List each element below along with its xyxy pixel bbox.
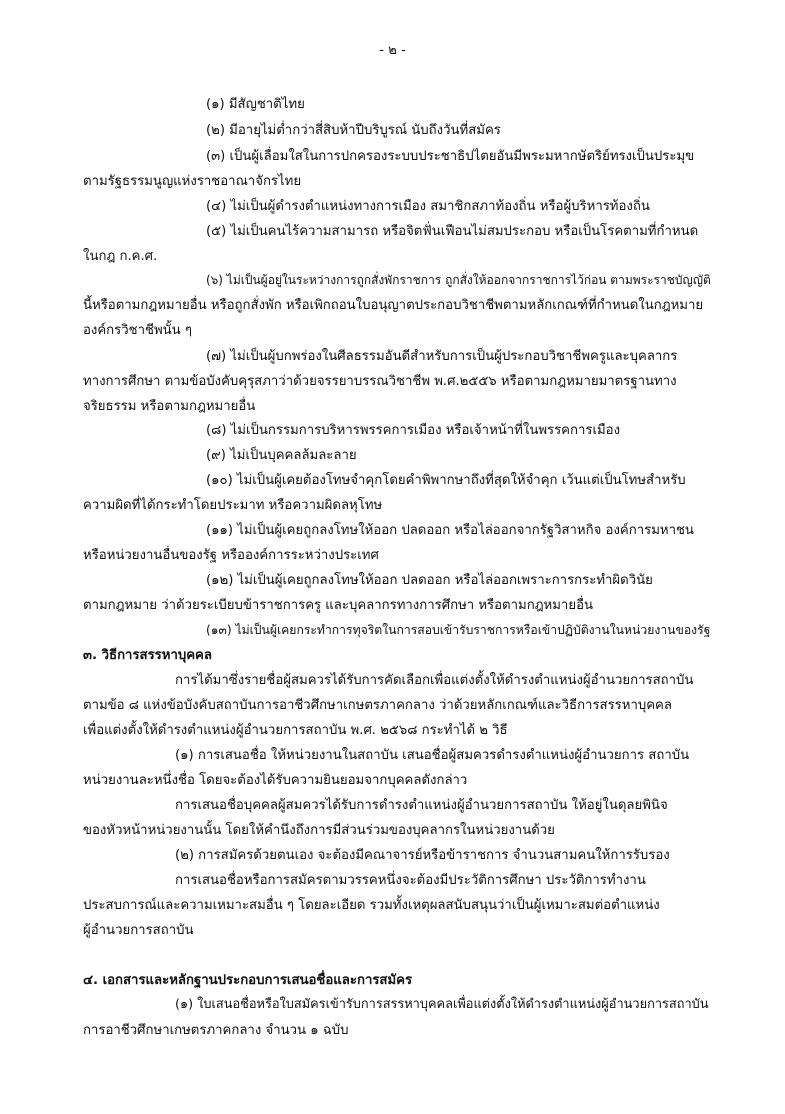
qualification-13: (๑๓) ไม่เป็นผู้เคยกระทำการทุจริตในการสอบเข้ารับราชการหรือเข้าปฏิบัติงานในหน่วยงานของรัฐ [206,623,711,637]
qualification-5-line-1: (๕) ไม่เป็นคนไร้ความสามารถ หรือจิตฟั่นเฟือนไม่สมประกอบ หรือเป็นโรคตามที่กำหนด [206,224,699,239]
qualification-11-line-2: หรือหน่วยงานอื่นของรัฐ หรือองค์การระหว่างประเทศ [83,548,379,563]
method-1-line-1: (๑) การเสนอชื่อ ให้หน่วยงานในสถาบัน เสนอชื่อผู้สมควรดำรงตำแหน่งผู้อำนวยการ สถาบัน [175,748,690,763]
qualification-6-line-3: องค์กรวิชาชีพนั้น ๆ [83,323,192,338]
method-1-note-line-1: การเสนอชื่อบุคคลผู้สมควรได้รับการดำรงตำแหน่งผู้อำนวยการสถาบัน ให้อยู่ในดุลยพินิจ [175,798,668,813]
section-3-paragraph-2-line-3: ผู้อำนวยการสถาบัน [83,923,194,938]
document-1-line-1: (๑) ใบเสนอชื่อหรือใบสมัครเข้ารับการสรรหาบุคคลเพื่อแต่งตั้งให้ดำรงตำแหน่งผู้อำนวยการสถาบัน [175,997,709,1012]
qualification-11-line-1: (๑๑) ไม่เป็นผู้เคยถูกลงโทษให้ออก ปลดออก หรือไล่ออกจากรัฐวิสาหกิจ องค์การมหาชน [206,523,694,538]
section-3-paragraph-1-line-3: เพื่อแต่งตั้งให้ดำรงตำแหน่งผู้อำนวยการสถาบัน พ.ศ. ๒๕๖๘ กระทำได้ ๒ วิธี [83,723,508,738]
qualification-9: (๙) ไม่เป็นบุคคลล้มละลาย [206,448,357,463]
section-3-paragraph-2-line-1: การเสนอชื่อหรือการสมัครตามวรรคหนึ่งจะต้องมีประวัติการศึกษา ประวัติการทำงาน [175,873,646,888]
qualification-12-line-1: (๑๒) ไม่เป็นผู้เคยถูกลงโทษให้ออก ปลดออก หรือไล่ออกเพราะการกระทำผิดวินัย [206,573,653,588]
section-3-paragraph-2-line-2: ประสบการณ์และความเหมาะสมอื่น ๆ โดยละเอียด รวมทั้งเหตุผลสนับสนุนว่าเป็นผู้เหมาะสมต่อตำแหน่ง [83,898,660,913]
qualification-5-line-2: ในกฎ ก.ค.ศ. [83,249,158,264]
qualification-6-line-2: นี้หรือตามกฎหมายอื่น หรือถูกสั่งพัก หรือเพิกถอนใบอนุญาตประกอบวิชาชีพตามหลักเกณฑ์ที่กำหนดในกฎหมาย [83,298,704,313]
section-3-heading: ๓. วิธีการสรรหาบุคคล [83,648,212,663]
section-4-heading: ๔. เอกสารและหลักฐานประกอบการเสนอชื่อและการสมัคร [83,973,413,988]
section-3-paragraph-1-line-2: ตามข้อ ๘ แห่งข้อบังคับสถาบันการอาชีวศึกษาเกษตรภาคกลาง ว่าด้วยหลักเกณฑ์และวิธีการสรรหาบุคคล [83,698,672,713]
qualification-2: (๒) มีอายุไม่ต่ำกว่าสี่สิบห้าปีบริบูรณ์ นับถึงวันที่สมัคร [206,123,501,138]
section-3-paragraph-1-line-1: การได้มาซึ่งรายชื่อผู้สมควรได้รับการคัดเลือกเพื่อแต่งตั้งให้ดำรงตำแหน่งผู้อำนวยการสถาบัน [175,673,694,688]
method-2: (๒) การสมัครด้วยตนเอง จะต้องมีคณาจารย์หรือข้าราชการ จำนวนสามคนให้การรับรอง [175,848,670,863]
method-1-note-line-2: ของหัวหน้าหน่วยงานนั้น โดยให้คำนึงถึงการมีส่วนร่วมของบุคลากรในหน่วยงานด้วย [83,823,555,838]
qualification-10-line-1: (๑๐) ไม่เป็นผู้เคยต้องโทษจำคุกโดยคำพิพากษาถึงที่สุดให้จำคุก เว้นแต่เป็นโทษสำหรับ [206,473,686,488]
document-1-line-2: การอาชีวศึกษาเกษตรภาคกลาง จำนวน ๑ ฉบับ [83,1023,349,1038]
qualification-6-line-1: (๖) ไม่เป็นผู้อยู่ในระหว่างการถูกสั่งพักราชการ ถูกสั่งให้ออกจากราชการไว้ก่อน ตามพระราชบัญญัติ [206,273,711,287]
qualification-12-line-2: ตามกฎหมาย ว่าด้วยระเบียบข้าราชการครู และบุคลากรทางการศึกษา หรือตามกฎหมายอื่น [83,598,594,613]
qualification-3-line-2: ตามรัฐธรรมนูญแห่งราชอาณาจักรไทย [83,174,302,189]
qualification-1: (๑) มีสัญชาติไทย [206,97,305,112]
qualification-7-line-3: จริยธรรม หรือตามกฎหมายอื่น [83,399,256,414]
qualification-10-line-2: ความผิดที่ได้กระทำโดยประมาท หรือความผิดลหุโทษ [83,498,383,513]
qualification-7-line-2: ทางการศึกษา ตามข้อบังคับคุรุสภาว่าด้วยจรรยาบรรณวิชาชีพ พ.ศ.๒๕๕๖ หรือตามกฎหมายมาตรฐานทาง [83,374,677,389]
page-number: - ๒ - [379,43,406,58]
method-1-line-2: หน่วยงานละหนึ่งชื่อ โดยจะต้องได้รับความยินยอมจากบุคคลดังกล่าว [83,773,468,788]
qualification-7-line-1: (๗) ไม่เป็นผู้บกพร่องในศีลธรรมอันดีสำหรับการเป็นผู้ประกอบวิชาชีพครูและบุคลากร [206,349,678,364]
qualification-8: (๘) ไม่เป็นกรรมการบริหารพรรคการเมือง หรือเจ้าหน้าที่ในพรรคการเมือง [206,423,621,438]
qualification-3-line-1: (๓) เป็นผู้เลื่อมใสในการปกครองระบบประชาธิปไตยอันมีพระมหากษัตริย์ทรงเป็นประมุข [206,149,695,164]
qualification-4: (๔) ไม่เป็นผู้ดำรงตำแหน่งทางการเมือง สมาชิกสภาท้องถิ่น หรือผู้บริหารท้องถิ่น [206,199,650,214]
